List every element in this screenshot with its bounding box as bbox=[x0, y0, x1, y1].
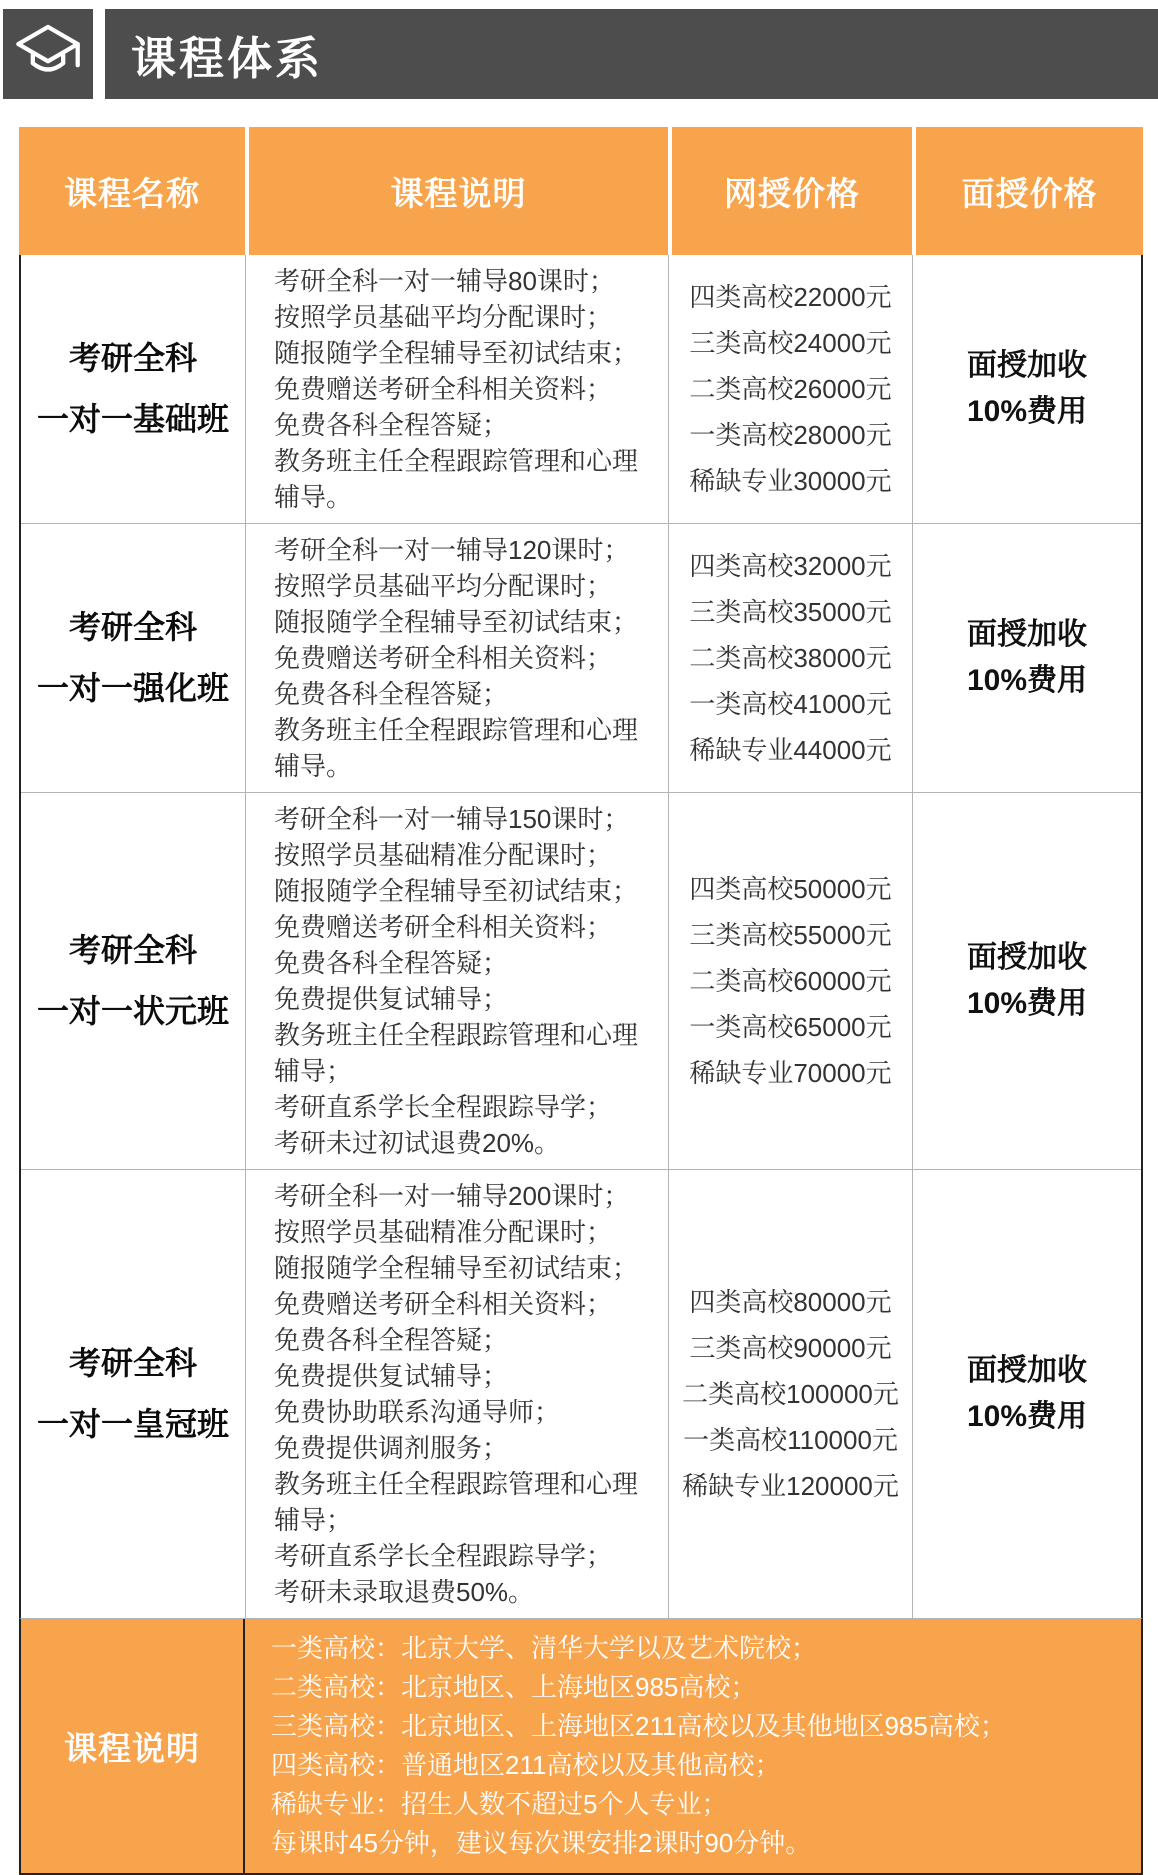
course-description-cell bbox=[245, 524, 668, 792]
online-price-line: 二类高校60000元 bbox=[689, 966, 892, 996]
course-description-line: 免费提供复试辅导； bbox=[274, 984, 509, 1014]
online-price-cell bbox=[668, 524, 912, 792]
course-description-line: 按照学员基础精准分配课时； bbox=[274, 1217, 613, 1247]
offline-price-line: 10%费用 bbox=[966, 395, 1088, 428]
online-price-line: 三类高校90000元 bbox=[689, 1333, 892, 1363]
course-description-line: 考研全科一对一辅导80课时； bbox=[274, 266, 615, 296]
course-name-cell bbox=[21, 255, 245, 523]
offline-price-line: 面授加收 bbox=[967, 941, 1087, 974]
course-description-line: 教务班主任全程跟踪管理和心理辅导。 bbox=[274, 446, 639, 512]
online-price-line: 三类高校24000元 bbox=[689, 328, 892, 358]
top-header-bar bbox=[0, 9, 1158, 99]
course-description-line: 免费赠送考研全科相关资料； bbox=[274, 643, 613, 673]
course-description-line: 随报随学全程辅导至初试结束； bbox=[274, 876, 639, 906]
course-name-line: 考研全科 bbox=[68, 931, 197, 968]
course-description-line: 教务班主任全程跟踪管理和心理辅导； bbox=[274, 1469, 639, 1535]
course-description-line: 考研直系学长全程跟踪导学； bbox=[274, 1092, 613, 1122]
course-name-cell bbox=[21, 793, 245, 1169]
table-footer-row bbox=[19, 1618, 1143, 1875]
page bbox=[0, 9, 1158, 1858]
course-description-cell bbox=[245, 1170, 668, 1618]
column-header-online-price: 网授价格 bbox=[668, 127, 912, 255]
course-description-line: 免费各科全程答疑； bbox=[274, 948, 509, 978]
online-price-line: 二类高校100000元 bbox=[682, 1379, 899, 1409]
title-bar bbox=[105, 9, 1158, 99]
table-body bbox=[19, 255, 1143, 1618]
footer-note-line: 二类高校：北京地区、上海地区985高校； bbox=[271, 1672, 757, 1702]
footer-label: 课程说明 bbox=[21, 1619, 245, 1873]
course-row bbox=[21, 792, 1141, 1169]
graduation-cap-icon bbox=[15, 19, 81, 90]
footer-note-line: 稀缺专业：招生人数不超过5个人专业； bbox=[271, 1789, 728, 1819]
online-price-line: 稀缺专业44000元 bbox=[689, 735, 892, 765]
course-description-line: 考研全科一对一辅导150课时； bbox=[274, 804, 630, 834]
course-description-line: 按照学员基础平均分配课时； bbox=[274, 302, 613, 332]
online-price-line: 二类高校38000元 bbox=[689, 643, 892, 673]
course-description-cell bbox=[245, 255, 668, 523]
course-row bbox=[21, 255, 1141, 523]
offline-price-cell bbox=[912, 793, 1141, 1169]
footer-notes bbox=[245, 1619, 1141, 1873]
offline-price-line: 10%费用 bbox=[966, 1400, 1088, 1433]
online-price-line: 三类高校55000元 bbox=[689, 920, 892, 950]
online-price-line: 一类高校65000元 bbox=[689, 1012, 892, 1042]
online-price-line: 稀缺专业120000元 bbox=[682, 1471, 899, 1501]
course-description-line: 免费赠送考研全科相关资料； bbox=[274, 912, 613, 942]
course-description-line: 随报随学全程辅导至初试结束； bbox=[274, 607, 639, 637]
offline-price-line: 面授加收 bbox=[967, 618, 1087, 651]
course-name-line: 一对一皇冠班 bbox=[36, 1406, 229, 1442]
offline-price-line: 面授加收 bbox=[967, 1354, 1087, 1387]
online-price-line: 四类高校80000元 bbox=[689, 1287, 892, 1317]
course-description-line: 免费协助联系沟通导师； bbox=[274, 1397, 561, 1427]
course-description-line: 随报随学全程辅导至初试结束； bbox=[274, 338, 639, 368]
column-header-course-description: 课程说明 bbox=[245, 127, 668, 255]
column-header-course-name: 课程名称 bbox=[19, 127, 245, 255]
footer-note-line: 四类高校：普通地区211高校以及其他高校； bbox=[271, 1750, 781, 1780]
course-description-line: 考研直系学长全程跟踪导学； bbox=[274, 1541, 613, 1571]
course-description-line: 免费各科全程答疑； bbox=[274, 679, 509, 709]
course-description-line: 教务班主任全程跟踪管理和心理辅导； bbox=[274, 1020, 639, 1086]
course-description-line: 免费提供复试辅导； bbox=[274, 1361, 509, 1391]
course-description-line: 考研未录取退费50%。 bbox=[274, 1577, 535, 1607]
offline-price-line: 10%费用 bbox=[966, 664, 1088, 697]
course-name-cell bbox=[21, 524, 245, 792]
course-description-line: 考研全科一对一辅导120课时； bbox=[274, 535, 630, 565]
course-description-line: 随报随学全程辅导至初试结束； bbox=[274, 1253, 639, 1283]
online-price-line: 稀缺专业30000元 bbox=[689, 466, 892, 496]
online-price-line: 四类高校32000元 bbox=[689, 551, 892, 581]
course-description-line: 考研全科一对一辅导200课时； bbox=[274, 1181, 630, 1211]
footer-note-line: 一类高校：北京大学、清华大学以及艺术院校； bbox=[271, 1633, 818, 1663]
online-price-line: 四类高校50000元 bbox=[689, 874, 892, 904]
table-header-row bbox=[19, 127, 1143, 255]
online-price-line: 一类高校28000元 bbox=[689, 420, 892, 450]
course-name-line: 一对一基础班 bbox=[36, 401, 229, 437]
page-title: 课程体系 bbox=[131, 32, 324, 84]
course-row bbox=[21, 523, 1141, 792]
course-row bbox=[21, 1169, 1141, 1618]
offline-price-cell bbox=[912, 524, 1141, 792]
online-price-cell bbox=[668, 793, 912, 1169]
offline-price-cell bbox=[912, 255, 1141, 523]
offline-price-line: 面授加收 bbox=[967, 349, 1087, 382]
course-description-line: 按照学员基础平均分配课时； bbox=[274, 571, 613, 601]
course-name-line: 考研全科 bbox=[68, 339, 197, 376]
column-header-offline-price: 面授价格 bbox=[912, 127, 1143, 255]
course-description-line: 免费赠送考研全科相关资料； bbox=[274, 374, 613, 404]
online-price-line: 一类高校110000元 bbox=[683, 1425, 898, 1455]
footer-note-line: 三类高校：北京地区、上海地区211高校以及其他地区985高校； bbox=[271, 1711, 1006, 1741]
course-name-line: 考研全科 bbox=[68, 1344, 197, 1381]
online-price-cell bbox=[668, 255, 912, 523]
course-name-line: 一对一状元班 bbox=[36, 993, 229, 1029]
course-description-line: 按照学员基础精准分配课时； bbox=[274, 840, 613, 870]
course-description-line: 免费提供调剂服务； bbox=[274, 1433, 509, 1463]
online-price-cell bbox=[668, 1170, 912, 1618]
course-description-line: 免费赠送考研全科相关资料； bbox=[274, 1289, 613, 1319]
offline-price-cell bbox=[912, 1170, 1141, 1618]
online-price-line: 三类高校35000元 bbox=[689, 597, 892, 627]
online-price-line: 稀缺专业70000元 bbox=[689, 1058, 892, 1088]
course-description-line: 免费各科全程答疑； bbox=[274, 410, 509, 440]
course-name-line: 一对一强化班 bbox=[36, 670, 229, 706]
course-name-line: 考研全科 bbox=[68, 608, 197, 645]
online-price-line: 二类高校26000元 bbox=[689, 374, 892, 404]
course-description-line: 考研未过初试退费20%。 bbox=[274, 1128, 561, 1158]
course-name-cell bbox=[21, 1170, 245, 1618]
course-description-line: 教务班主任全程跟踪管理和心理辅导。 bbox=[274, 715, 639, 781]
online-price-line: 一类高校41000元 bbox=[689, 689, 892, 719]
course-pricing-table bbox=[19, 127, 1143, 1875]
online-price-line: 四类高校22000元 bbox=[689, 282, 892, 312]
course-description-line: 免费各科全程答疑； bbox=[274, 1325, 509, 1355]
logo-box bbox=[3, 9, 93, 99]
course-description-cell bbox=[245, 793, 668, 1169]
footer-note-line: 每课时45分钟，建议每次课安排2课时90分钟。 bbox=[271, 1828, 812, 1858]
offline-price-line: 10%费用 bbox=[966, 987, 1088, 1020]
